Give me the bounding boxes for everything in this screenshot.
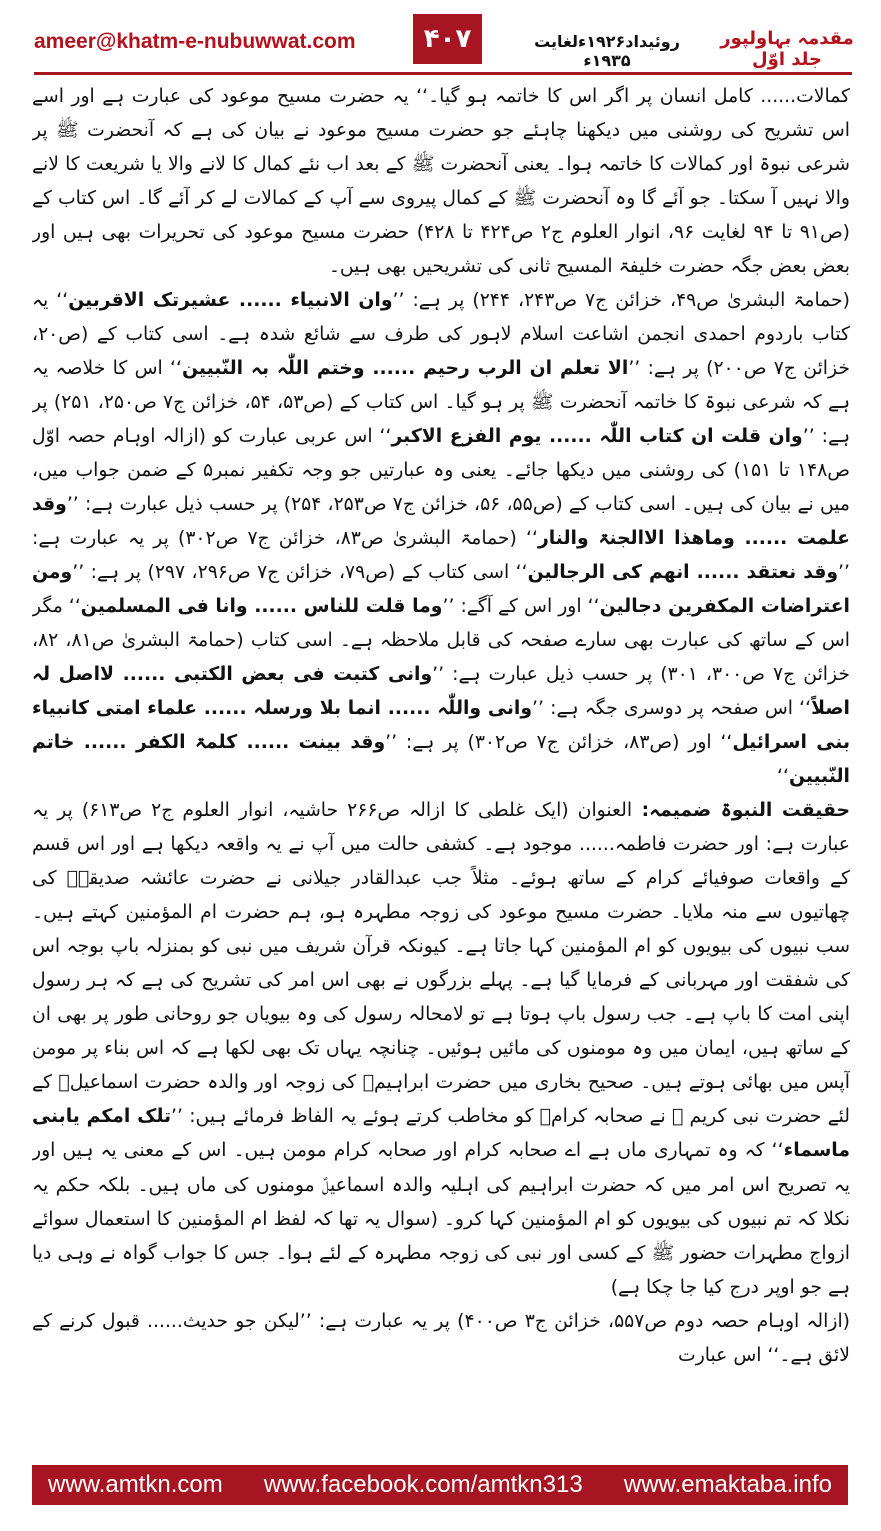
body-text: ‘‘ اس کا خلاصہ یہ ہے کہ شرعی نبوۃ کا خاتمہ آنحضرت ﷺ پر ہو گیا۔ اس کتاب کے (ص۵۳، ۵۴، خزائن ج۷ ص۲۵۰، ۲۵۱) پر ہے: ’’	[32, 358, 850, 448]
body-text: ‘‘ اور (ص۸۳، خزائن ج۷ ص۳۰۲) پر ہے: ’’	[385, 732, 733, 754]
header-email[interactable]: ameer@khatm-e-nubuwwat.com	[34, 30, 356, 53]
footer-link-facebook[interactable]: www.facebook.com/amtkn313	[263, 1471, 583, 1498]
arabic-quote: تلک امکم یابنی ماسماء	[32, 1106, 850, 1162]
paragraph-4: (ازالہ اوہام حصہ دوم ص۵۵۷، خزائن ج۳ ص۴۰۰) پر یہ عبارت ہے: ’’لیکن جو حدیث...... قبول کرنے کے لائق ہے۔‘‘ اس عبارت	[32, 1310, 850, 1366]
page-header	[0, 0, 881, 80]
footer-link-emaktaba[interactable]: www.emaktaba.info	[623, 1471, 832, 1498]
footer-link-amtkn[interactable]: www.amtkn.com	[48, 1471, 223, 1498]
body-text: ‘‘ مگر اس کے ساتھ کی عبارت بھی سارے صفحہ کی قابل ملاحظہ ہے۔ اسی کتاب (حمامۃ البشریٰ ص۸۱، ۸۲، خزائن ج۷ ص۳۰۰، ۳۰۱) پر حسب ذیل عبارت ہے: ’’	[32, 596, 850, 686]
body-text: ‘‘ (حمامۃ البشریٰ ص۸۳، خزائن ج۷ ص۳۰۲) پر یہ عبارت ہے: ’’	[32, 528, 850, 584]
header-divider	[34, 72, 852, 75]
footer-bar	[32, 1465, 848, 1505]
header-roedad: روئیداد۱۹۲۶ءلغایت ۱۹۳۵ء	[534, 32, 680, 70]
book-title: مقدمہ بہاولپور جلد اوّل	[720, 28, 854, 70]
arabic-quote: وقد نعتقد ...... انھم کی الرجالین	[527, 562, 839, 584]
arabic-quote: الا تعلم ان الرب رحیم ...... وختم اللّٰہ بہ النّبیین	[182, 358, 629, 380]
page-body	[32, 80, 850, 1440]
body-text: ‘‘ اسی کتاب کے (ص۷۹، خزائن ج۷ ص۲۹۶، ۲۹۷) پر ہے: ’’	[72, 562, 528, 584]
arabic-quote: وان قلت ان کتاب اللّٰہ ...... یوم الفزع الاکبر	[391, 426, 803, 448]
body-text: ‘‘ اور اس کے آگے: ’’	[442, 596, 600, 618]
body-text: العنوان (ایک غلطی کا ازالہ ص۲۶۶ حاشیہ، انوار العلوم ج۲ ص۶۱۳) پر یہ عبارت ہے: اور حضرت فاطمہ...... موجود ہے۔ کشفی حالت میں آپ نے یہ واقعہ دیکھا ہے اور اس قسم کے واقعات صوفیائے کرام کے ساتھ ہوئے۔ مثلاً جب عبدالقادر جیلانی نے حضرت عائشہ صدیقہؓ کی چھاتیوں سے منہ ملایا۔ حضرت مسیح موعود کی زوجہ مطہرہ ہو، ہم حضرت ام المؤمنین کہتے ہیں۔ سب نبیوں کی بیویوں کو ام المؤمنین کہا جاتا ہے۔ کیونکہ قرآن شریف میں نبی کو بمنزلہ باپ بوجہ اس کی شفقت اور مہربانی کے فرمایا گیا ہے۔ پہلے بزرگوں نے بھی اس امر کی تشریح کی ہے کہ ہر رسول اپنی امت کا باپ ہے۔ جب رسول باپ ہوتا ہے تو لامحالہ رسول کی وہ بیویاں جو روحانی طور پر بھی ان کے ساتھ ہیں، ایمان میں وہ مومنوں کی مائیں ہوئیں۔ چنانچہ یہاں تک بھی لکھا ہے کہ اس بناء پر مومن آپس میں بھائی ہوتے ہیں۔ صحیح بخاری میں حضرت ابراہیمؑ کی زوجہ اور والدہ حضرت اسماعیلؑ کے لئے حضرت نبی کریم ﷺ نے صحابہ کرامؓ کو مخاطب کرتے ہوئے یہ الفاظ فرمائے ہیں: ’’	[32, 800, 850, 1128]
arabic-quote: وانی کتبت فی بعض الکتبی ...... لااصل لہ اصلاً	[32, 664, 850, 720]
paragraph-2	[32, 284, 850, 794]
body-text: ‘‘ اس صفحہ پر دوسری جگہ ہے: ’’	[532, 698, 812, 720]
page-number: ۴۰۷	[413, 14, 482, 64]
body-text: ‘‘ یہ کتاب باردوم احمدی انجمن اشاعت اسلام لاہور کی طرف سے شائع شدہ ہے۔ اسی کتاب کے (ص۲۰، خزائن ج۷ ص۲۰۰) پر ہے: ’’	[32, 290, 850, 380]
body-text: ‘‘ کہ وہ تمہاری ماں ہے اے صحابہ کرام اور صحابہ کرام مومن ہیں۔ اس کے معنی یہ ہیں اور یہ تصریح اس امر میں کہ حضرت ابراہیم کی اہلیہ والدہ اسماعیلؑ مومنوں کی ماں ہیں۔ بلکہ حکم یہ نکلا کہ تم نبیوں کی بیویوں کو ام المؤمنین کہا کرو۔ (سوال یہ تھا کہ لفظ ام المؤمنین کا استعمال سوائے ازواج مطہرات حضور ﷺ کے کسی اور نبی کی زوجہ مطہرہ کے لئے ہوا۔ جس کا جواب گواہ نے وہی دیا ہے جو اوپر درج کیا جا چکا ہے)	[32, 1140, 850, 1298]
arabic-quote: وان الانبیاء ...... عشیرتک الاقربین	[68, 290, 393, 312]
paragraph-1: کمالات...... کامل انسان پر اگر اس کا خاتمہ ہو گیا۔‘‘ یہ حضرت مسیح موعود کی عبارت ہے اور اسے اس تشریح کی روشنی میں دیکھنا چاہئے جو حضرت مسیح موعود نے بیان کی ہے کہ آنحضرت ﷺ پر شرعی نبوۃ اور کمالات کا خاتمہ ہوا۔ یعنی آنحضرت ﷺ کے بعد اب نئے کمال کا لانے والا یا شریعت کا لانے والا نہیں آ سکتا۔ جو آئے گا وہ آنحضرت ﷺ کے کمال پیروی سے آپ کے کمالات لے کر آئے گا۔ اس کتاب کے (ص۹۱ تا ۹۴ لغایت ۹۶، انوار العلوم ج۲ ص۴۲۴ تا ۴۲۸) حضرت مسیح موعود کی تحریرات بھی ہیں اور بعض بعض جگہ حضرت خلیفۃ المسیح ثانی کی تشریحیں بھی ہیں۔	[32, 86, 850, 278]
section-lead: حقیقت النبوۃ ضمیمہ:	[632, 800, 850, 822]
arabic-quote: وانی واللّٰہ ...... انما بلا ورسلہ ...... علماء امتی کانبیاء بنی اسرائیل	[32, 698, 850, 754]
arabic-quote: وما قلت للناس ...... وانا فی المسلمین	[80, 596, 443, 618]
body-text: ‘‘ اس عربی عبارت کو (ازالہ اوہام حصہ اوّل ص۱۴۸ تا ۱۵۱) کی روشنی میں دیکھا جائے۔ یعنی وہ عبارتیں جو وجہ تکفیر نمبر۵ کے ضمن جواب میں، میں نے بیان کی ہیں۔ اسی کتاب کے (ص۵۵، ۵۶، خزائن ج۷ ص۲۵۳، ۲۵۴) پر حسب ذیل عبارت ہے: ’’	[32, 426, 850, 516]
reference-text: (حمامۃ البشریٰ ص۴۹، خزائن ج۷ ص۲۴۳، ۲۴۴) پر ہے: ’’	[392, 290, 850, 312]
arabic-quote: ومن اعتراضات المکفرین دجالین	[32, 562, 850, 618]
body-text: ‘‘	[776, 766, 789, 788]
arabic-quote: وقد علمت ...... وماھذا الاالجنۃ والنار	[32, 494, 850, 550]
paragraph-3	[32, 794, 850, 1304]
arabic-quote: وقد بینت ...... کلمۃ الکفر ...... خاتم النّبیین	[32, 732, 850, 788]
